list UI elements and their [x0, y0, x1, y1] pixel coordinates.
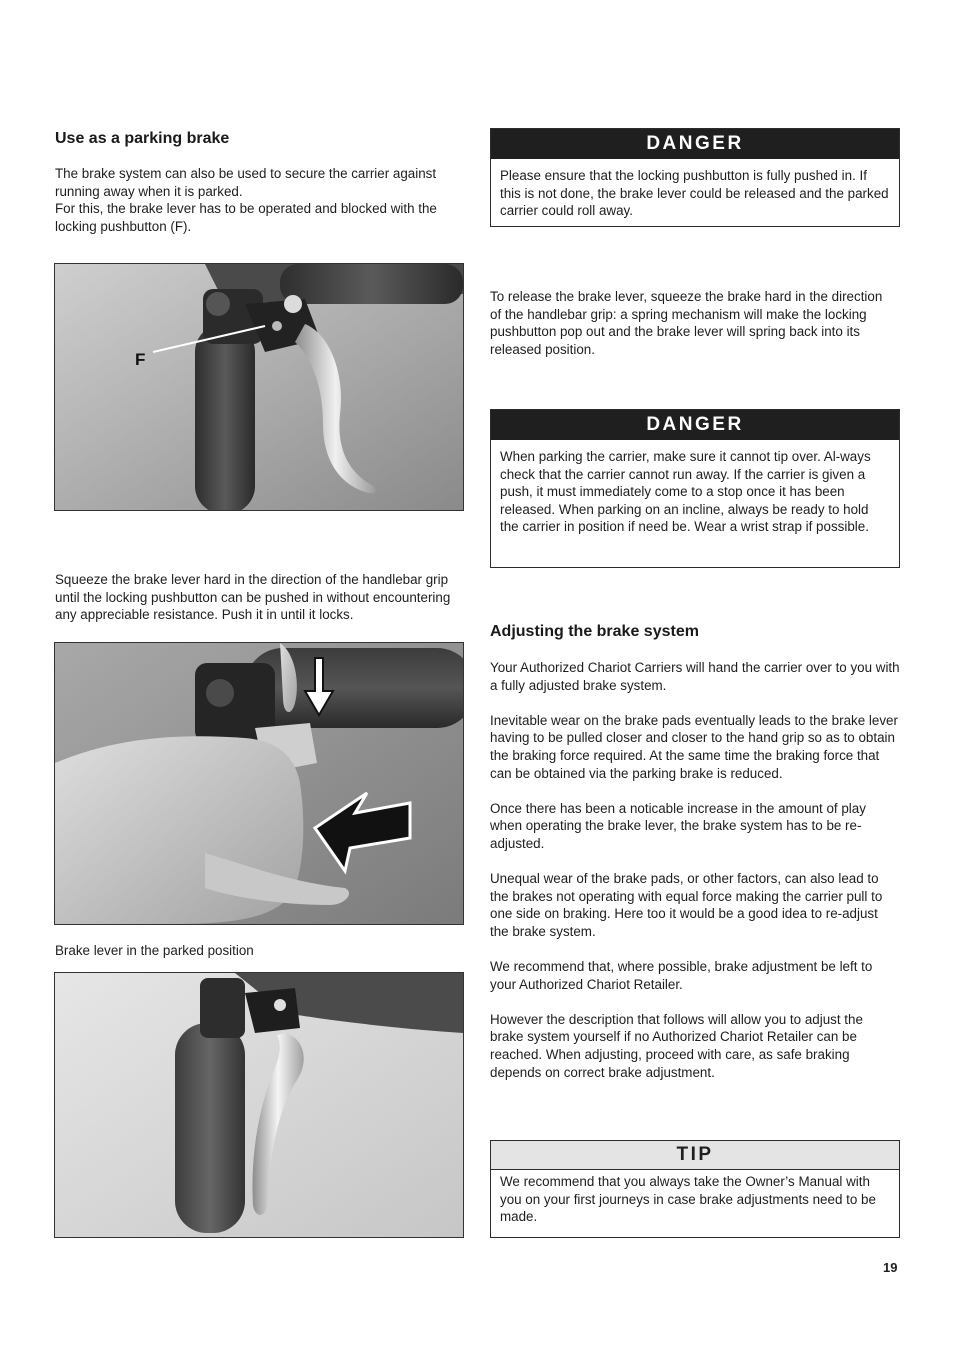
intro-text [55, 165, 455, 235]
section-heading-parking-brake: Use as a parking brake [55, 130, 230, 147]
danger-box-title: DANGER [491, 129, 899, 159]
page-number: 19 [883, 1260, 898, 1275]
adjust-paragraph-3: Once there has been a noticable increase in the amount of play when operating the brake lever, the brake system has to be re-adjusted. [490, 800, 866, 851]
photo-parked-position [54, 972, 464, 1238]
intro-paragraph: The brake system can also be used to secure the carrier against running away when it is parked. [55, 166, 437, 199]
danger-box-text: When parking the carrier, make sure it cannot tip over. Al-ways check that the carrier cannot run away. If the carrier is given a push, it must immediately come to a stop once it has been released. When parking on an incline, always be ready to hold the carrier in position if need be. Wear a wrist strap if possible. [500, 449, 871, 535]
squeeze-instruction: Squeeze the brake lever hard in the direction of the handlebar grip until the locking pushbutton can be pushed in without encountering any appreciable resistance. Push it in until it locks. [55, 572, 451, 623]
release-instruction: To release the brake lever, squeeze the brake hard in the direction of the handlebar grip: a spring mechanism will make the locking pushbutton pop out and the brake lever will spring back into its released position. [490, 289, 883, 357]
adjust-paragraph-1: Your Authorized Chariot Carriers will hand the carrier over to you with a fully adjusted brake system. [490, 660, 900, 693]
danger-box-pushbutton [490, 128, 900, 227]
photo-label-f: F [135, 350, 146, 369]
danger-box-parking [490, 409, 900, 568]
adjusting-text [490, 659, 900, 1081]
adjust-paragraph-4: Unequal wear of the brake pads, or other factors, can also lead to the brakes not operating with equal force making the carrier pull to one side on braking. Here too it would be a good idea to re-adjust the brake system. [490, 871, 883, 939]
tip-box-text: We recommend that you always take the Owner’s Manual with you on your first journeys in case brake adjustments need to be made. [500, 1174, 876, 1225]
photo-squeezing-lever [54, 642, 464, 925]
tip-box [490, 1140, 900, 1238]
tip-box-title: TIP [491, 1141, 899, 1170]
danger-box-title: DANGER [491, 410, 899, 440]
adjust-paragraph-6: However the description that follows will allow you to adjust the brake system yourself if no Authorized Chariot Retailer can be reached. When adjusting, proceed with care, as safe braking depends on correct brake adjustment. [490, 1011, 863, 1080]
intro-paragraph-2: For this, the brake lever has to be operated and blocked with the locking pushbutton (F). [55, 201, 437, 234]
caption-parked-position: Brake lever in the parked position [55, 943, 254, 958]
adjust-paragraph-5: We recommend that, where possible, brake adjustment be left to your Authorized Chariot Retailer. [490, 959, 873, 992]
section-heading-adjusting: Adjusting the brake system [490, 623, 699, 640]
adjust-paragraph-2: Inevitable wear on the brake pads eventually leads to the brake lever having to be pulled closer and closer to the hand grip so as to obtain the braking force required. At the same time the braking force that can be obtained via the parking brake is reduced. [490, 712, 898, 781]
photo-locking-pushbutton [54, 263, 464, 511]
danger-box-text: Please ensure that the locking pushbutton is fully pushed in. If this is not done, the brake lever could be released and the parked carrier could roll away. [500, 168, 889, 219]
